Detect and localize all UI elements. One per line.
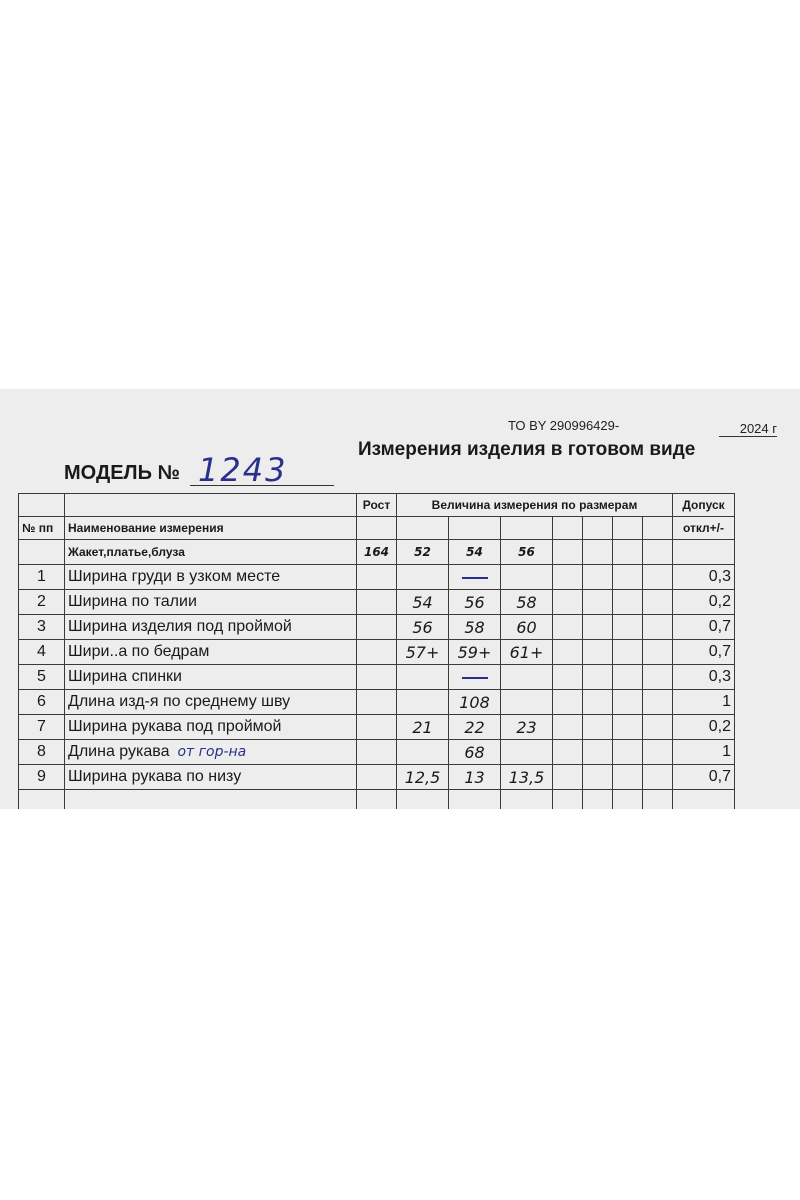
cell-empty	[613, 715, 643, 740]
row-number: 9	[19, 765, 65, 790]
table-row	[19, 740, 735, 765]
size-value: 54	[397, 590, 449, 615]
height-value: 164	[357, 540, 397, 565]
model-label: МОДЕЛЬ №	[64, 462, 180, 484]
size-value: 56	[397, 615, 449, 640]
size-value: 12,5	[397, 765, 449, 790]
measurement-rows	[19, 565, 735, 790]
size-value: 58	[501, 590, 553, 615]
model-number: 1243	[198, 451, 288, 489]
size-value: 59+	[449, 640, 501, 665]
tolerance-value: 0,7	[673, 640, 735, 665]
height-cell	[357, 665, 397, 690]
size-value	[397, 740, 449, 765]
tolerance-value: 0,2	[673, 590, 735, 615]
height-cell	[357, 740, 397, 765]
measurement-name-cell	[65, 640, 357, 665]
measurement-name-cell	[65, 615, 357, 640]
header-cell-empty	[397, 517, 449, 540]
size-value	[501, 740, 553, 765]
cell-empty	[553, 740, 583, 765]
document-code: ТО BY 290996429-	[508, 418, 620, 433]
height-cell	[357, 640, 397, 665]
cell-empty	[583, 640, 613, 665]
cell-empty	[643, 665, 673, 690]
height-cell	[357, 590, 397, 615]
row-number: 8	[19, 740, 65, 765]
cell-empty	[553, 690, 583, 715]
table-row	[19, 690, 735, 715]
measurement-name: Длина изд-я по среднему шву	[68, 693, 291, 710]
document-year: 2024 г	[719, 421, 777, 437]
cell-empty	[553, 640, 583, 665]
measurement-name-cell	[65, 565, 357, 590]
measurement-name-cell	[65, 665, 357, 690]
row-number: 2	[19, 590, 65, 615]
size-value: 21	[397, 715, 449, 740]
cell-empty	[553, 765, 583, 790]
measurement-name: Шири..а по бедрам	[68, 643, 210, 660]
product-type: Жакет,платье,блуза	[65, 540, 357, 565]
header-row	[19, 517, 735, 540]
row-number: 1	[19, 565, 65, 590]
measurement-table	[18, 493, 735, 809]
cell-empty	[613, 665, 643, 690]
size-value: 61+	[501, 640, 553, 665]
size-value: 52	[397, 540, 449, 565]
measurement-name: Ширина изделия под проймой	[68, 618, 292, 635]
cell-empty	[583, 565, 613, 590]
measurement-name-cell	[65, 590, 357, 615]
cell-empty	[613, 740, 643, 765]
table-row	[19, 615, 735, 640]
measurement-name: Ширина груди в узком месте	[68, 568, 281, 585]
size-value: 13,5	[501, 765, 553, 790]
size-value: 60	[501, 615, 553, 640]
tolerance-value: 0,2	[673, 715, 735, 740]
cell-empty	[583, 540, 613, 565]
header-cell-empty	[65, 494, 357, 517]
header-cell-empty	[19, 494, 65, 517]
size-value	[449, 565, 501, 590]
height-cell	[357, 690, 397, 715]
cell-empty	[613, 615, 643, 640]
size-value	[501, 690, 553, 715]
height-cell	[357, 565, 397, 590]
size-value: 54	[449, 540, 501, 565]
size-value: 57+	[397, 640, 449, 665]
height-cell	[357, 615, 397, 640]
column-number-header: № пп	[19, 517, 65, 540]
cell-empty	[613, 540, 643, 565]
cell-empty	[583, 690, 613, 715]
cell-empty	[553, 715, 583, 740]
measurement-name: Ширина спинки	[68, 668, 182, 685]
table-row	[19, 565, 735, 590]
measurement-sheet	[0, 389, 800, 809]
size-value: 22	[449, 715, 501, 740]
tolerance-value: 1	[673, 740, 735, 765]
measurement-name: Длина рукава	[68, 743, 170, 760]
cell-empty	[613, 565, 643, 590]
height-cell	[357, 715, 397, 740]
size-value: 68	[449, 740, 501, 765]
column-height-header: Рост	[357, 494, 397, 517]
cell-empty	[643, 690, 673, 715]
cell-empty	[643, 540, 673, 565]
page-title: Измерения изделия в готовом виде	[358, 439, 696, 460]
cell-empty	[613, 640, 643, 665]
header-cell-empty	[583, 517, 613, 540]
table-row	[19, 765, 735, 790]
size-value	[397, 565, 449, 590]
cell-empty	[583, 765, 613, 790]
cell-empty	[673, 540, 735, 565]
cell-empty	[613, 590, 643, 615]
tolerance-value: 0,7	[673, 765, 735, 790]
measurement-name: Ширина рукава под проймой	[68, 718, 282, 735]
column-tolerance-header: Допуск	[673, 494, 735, 517]
cell-empty	[643, 765, 673, 790]
header-cell-empty	[613, 517, 643, 540]
header-cell-empty	[501, 517, 553, 540]
size-value: 13	[449, 765, 501, 790]
cell-empty	[19, 540, 65, 565]
size-value: 56	[501, 540, 553, 565]
cell-empty	[583, 715, 613, 740]
cell-empty	[553, 540, 583, 565]
cell-empty	[553, 565, 583, 590]
cell-empty	[583, 740, 613, 765]
table-row	[19, 590, 735, 615]
cell-empty	[613, 690, 643, 715]
measurement-name-cell	[65, 765, 357, 790]
column-name-header: Наименование измерения	[65, 517, 357, 540]
tolerance-value: 1	[673, 690, 735, 715]
cell-empty	[643, 615, 673, 640]
cell-empty	[643, 590, 673, 615]
tolerance-value: 0,3	[673, 565, 735, 590]
cell-empty	[643, 565, 673, 590]
size-value	[501, 565, 553, 590]
dash-mark	[462, 677, 488, 679]
row-number: 6	[19, 690, 65, 715]
size-value: 58	[449, 615, 501, 640]
product-type-row	[19, 540, 735, 565]
cell-empty	[553, 665, 583, 690]
cell-empty	[613, 765, 643, 790]
measurement-name-cell	[65, 690, 357, 715]
column-sizes-header: Величина измерения по размерам	[397, 494, 673, 517]
table-row	[19, 715, 735, 740]
row-number: 4	[19, 640, 65, 665]
cell-empty	[553, 615, 583, 640]
size-value	[449, 665, 501, 690]
header-cell-empty	[643, 517, 673, 540]
size-value: 108	[449, 690, 501, 715]
size-value: 56	[449, 590, 501, 615]
size-value	[397, 690, 449, 715]
table-row-empty	[19, 790, 735, 810]
measurement-name: Ширина по талии	[68, 593, 197, 610]
table-row	[19, 640, 735, 665]
tolerance-value: 0,7	[673, 615, 735, 640]
measurement-name-cell	[65, 740, 357, 765]
measurement-note: от гор-на	[177, 744, 247, 760]
cell-empty	[583, 665, 613, 690]
header-cell-empty	[449, 517, 501, 540]
row-number: 7	[19, 715, 65, 740]
cell-empty	[643, 740, 673, 765]
size-value: 23	[501, 715, 553, 740]
cell-empty	[553, 590, 583, 615]
measurement-name: Ширина рукава по низу	[68, 768, 242, 785]
size-value	[501, 665, 553, 690]
height-cell	[357, 765, 397, 790]
table-row	[19, 665, 735, 690]
column-tolerance-subheader: откл+/-	[673, 517, 735, 540]
header-cell-empty	[357, 517, 397, 540]
dash-mark	[462, 577, 488, 579]
cell-empty	[583, 615, 613, 640]
row-number: 5	[19, 665, 65, 690]
row-number: 3	[19, 615, 65, 640]
cell-empty	[643, 640, 673, 665]
tolerance-value: 0,3	[673, 665, 735, 690]
measurement-name-cell	[65, 715, 357, 740]
cell-empty	[583, 590, 613, 615]
header-cell-empty	[553, 517, 583, 540]
size-value	[397, 665, 449, 690]
header-row	[19, 494, 735, 517]
cell-empty	[643, 715, 673, 740]
